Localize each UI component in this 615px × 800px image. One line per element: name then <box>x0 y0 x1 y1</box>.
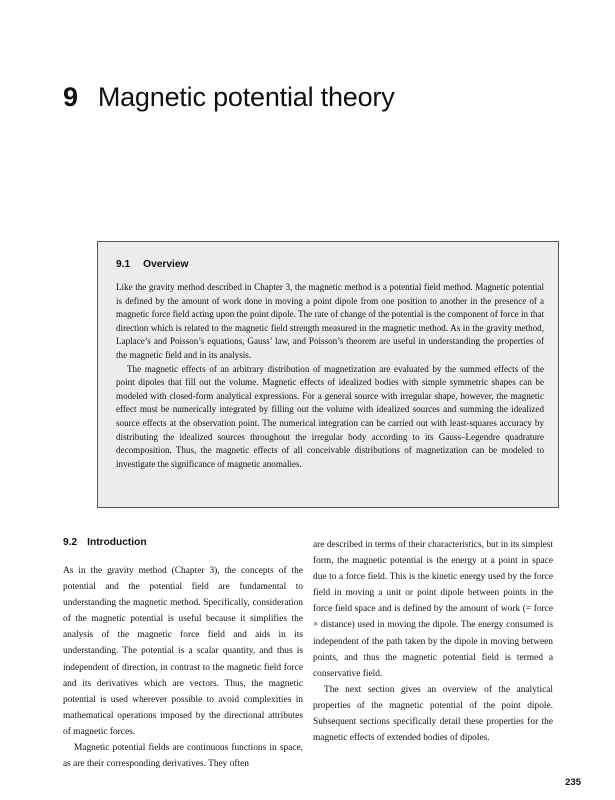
chapter-title <box>63 82 395 113</box>
introduction-left-column <box>63 537 303 772</box>
introduction-section-number: 9.2 <box>63 537 78 548</box>
page-number: 235 <box>565 777 581 788</box>
chapter-title-text: Magnetic potential theory <box>97 82 395 112</box>
overview-box <box>97 241 559 508</box>
introduction-paragraph-3: are described in terms of their characteristics, but in its simplest form, the magnetic potential is the energy at a point in space due to a force field. This is the kinetic energy used by the force field in moving a unit or point dipole between points in the force field space and is defined by the amount of work (= force × distance) used in moving the dipole. The energy consumed is independent of the path taken by the dipole in moving between points, and thus the magnetic potential field is termed a conservative field. <box>313 540 553 679</box>
overview-paragraph-1: Like the gravity method described in Chapter 3, the magnetic method is a potential field method. Magnetic potential is defined by the amount of work done in moving a point dipole from one position to another in the presence of a magnetic force field acting upon the point dipole. The rate of change of the potential is the component of force in that direction which is related to the magnetic field strength measured in the magnetic method. As in the gravity method, Laplace’s and Poisson’s equations, Gauss’ law, and Poisson’s theorem are useful in understanding the properties of the magnetic field and in its analysis. <box>116 282 544 360</box>
chapter-number: 9 <box>63 82 78 112</box>
introduction-right-column <box>313 537 553 746</box>
introduction-paragraph-4: The next section gives an overview of the analytical properties of the magnetic potential of the point dipole. Subsequent sections specifically detail these properties for the magnetic effects of extended bodies of dipoles. <box>313 684 553 744</box>
introduction-heading <box>63 537 303 548</box>
overview-heading <box>116 259 544 270</box>
overview-heading-text: Overview <box>143 259 189 270</box>
overview-paragraph-2: The magnetic effects of an arbitrary distribution of magnetization are evaluated by the summed effects of the point dipoles that fill out the volume. Magnetic effects of idealized bodies with simple symmetric shapes can be modeled with closed-form analytical expressions. For a general source with irregular shape, however, the magnetic effect must be numerically integrated by filling out the volume with idealized sources and summing the idealized source effects at the observation point. The numerical integration can be carried out with least-squares accuracy by distributing the idealized sources throughout the irregular body according to its Gauss–Legendre quadrature decomposition. Thus, the magnetic effects of all conceivable distributions of magnetization can be modeled to investigate the significance of magnetic anomalies. <box>116 363 544 469</box>
overview-section-number: 9.1 <box>116 259 131 270</box>
introduction-heading-text: Introduction <box>87 537 147 548</box>
introduction-paragraph-2: Magnetic potential fields are continuous functions in space, as are their corresponding derivatives. They often <box>63 743 303 770</box>
introduction-paragraph-1: As in the gravity method (Chapter 3), the concepts of the potential and the potential field are fundamental to understanding the magnetic method. Specifically, consideration of the magnetic potential is useful because it simplifies the analysis of the magnetic force field and aids in its understanding. The potential is a scalar quantity, and thus is independent of direction, in contrast to the magnetic field force and its derivatives which are vectors. Thus, the magnetic potential is used wherever possible to avoid complexities in mathematical operations imposed by the directional attributes of magnetic forces. <box>63 566 303 737</box>
